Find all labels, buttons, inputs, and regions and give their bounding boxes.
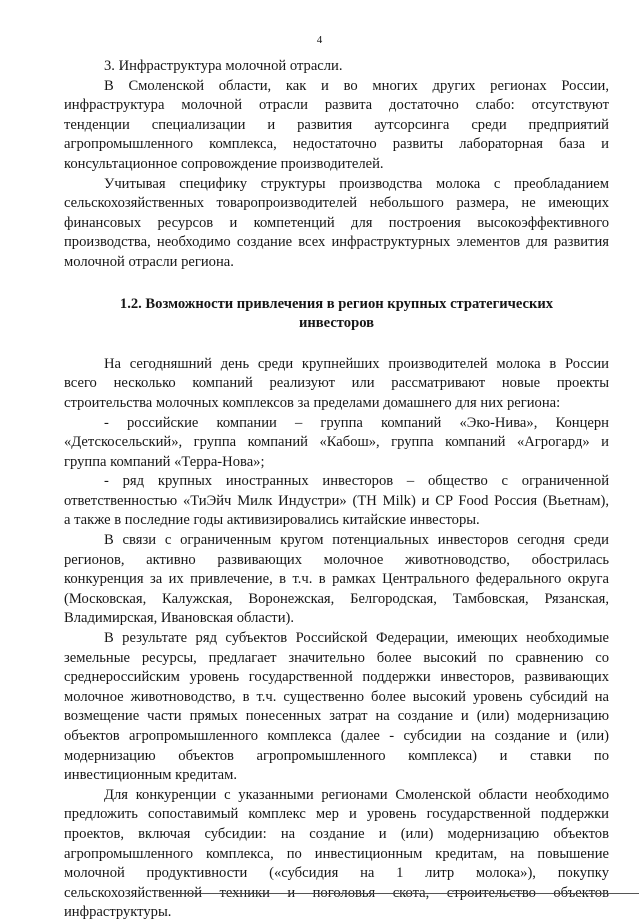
text-line: «Детскосельский», группа компаний «Кабош», группа компаний «Агрогард» и xyxy=(64,434,609,451)
text-line: производства, необходимо создание всех инфраструктурных элементов для развития xyxy=(64,234,609,251)
text-line: объектов агропромышленного комплекса (далее - субсидии на создание и (или) xyxy=(64,728,609,744)
text-line: Владимирская, Ивановская области). xyxy=(64,610,295,627)
paragraph-1 xyxy=(64,77,609,175)
text-line: молочное животноводство, в т.ч. существенно более высокий уровень субсидий на xyxy=(64,688,609,705)
text-line: - российские компании – группа компаний «Эко-Нива», Концерн xyxy=(104,414,609,431)
paragraph-6 xyxy=(64,531,609,629)
text-line: инфраструктуры. xyxy=(64,904,172,921)
paragraph-3 xyxy=(64,355,609,414)
text-line: всего несколько компаний реализуют или рассматривают новые проекты xyxy=(64,375,609,392)
text-line: В результате ряд субъектов Российской Федерации, имеющих необходимые xyxy=(104,630,609,647)
section-3-title: 3. Инфраструктура молочной отрасли. xyxy=(104,58,343,74)
text-line: молочной продуктивности («субсидия на 1 литр молока»), покупку xyxy=(64,865,609,882)
text-line: земельные ресурсы, предлагает значительно более высокий по сравнению со xyxy=(64,649,609,666)
text-line: проектов, включая субсидии: на создание и (или) модернизацию объектов xyxy=(64,825,609,842)
text-line: среднероссийским уровень государственной поддержки инвесторов, развивающих xyxy=(64,669,609,686)
text-line: инвестиционным кредитам. xyxy=(64,767,237,784)
text-line: финансовых ресурсов и компетенций для построения высокоэффективного xyxy=(64,214,609,231)
text-line: сельскохозяйственных товаропроизводителей небольшого размера, не имеющих xyxy=(64,195,609,212)
text-line: группа компаний «Терра-Нова»; xyxy=(64,453,265,470)
text-line: сельскохозяйственной техники и поголовья скота, строительство объектов xyxy=(64,884,609,901)
paragraph-2 xyxy=(64,175,609,273)
text-line: На сегодняшний день среди крупнейших производителей молока в России xyxy=(104,355,609,372)
heading-line: 1.2. Возможности привлечения в регион крупных стратегических xyxy=(119,295,554,312)
text-line: инфраструктура молочной отрасли развита достаточно слабо: отсутствуют xyxy=(64,97,609,114)
text-line: конкуренция за их привлечение, в т.ч. в рамках Центрального федерального округа xyxy=(64,571,609,588)
text-line: Для конкуренции с указанными регионами Смоленской области необходимо xyxy=(104,786,609,803)
text-line: а также в последние годы активизировались китайские инвесторы. xyxy=(64,512,480,529)
paragraph-8 xyxy=(64,786,609,923)
text-line: ответственностью «ТиЭйч Милк Индустри» (TH Milk) и CP Food Россия (Вьетнам), xyxy=(64,492,609,509)
text-line: предложить сопоставимый комплекс мер и уровень государственной поддержки xyxy=(64,806,609,823)
text-line: модернизацию объектов агропромышленного комплекса) и ставки по xyxy=(64,747,609,764)
text-line: регионов, активно развивающих молочное животноводство, обострилась xyxy=(64,551,609,568)
page-number: 4 xyxy=(316,34,323,46)
text-line: агропромышленного комплекса, недостаточно развиты лабораторная база и xyxy=(64,136,609,153)
list-item-foreign-investors xyxy=(64,472,609,531)
bottom-divider xyxy=(176,893,639,894)
text-line: молочной отрасли региона. xyxy=(64,253,234,270)
text-line: тенденции специализации и развития аутсорсинга среди предприятий xyxy=(64,116,609,133)
section-heading xyxy=(64,295,609,334)
heading-line: инвесторов xyxy=(298,315,375,332)
paragraph-7 xyxy=(64,629,609,786)
text-line: консультационное сопровождение производителей. xyxy=(64,155,384,172)
text-line: (Московская, Калужская, Воронежская, Белгородская, Тамбовская, Рязанская, xyxy=(64,590,609,607)
text-line: В Смоленской области, как и во многих других регионах России, xyxy=(104,77,609,94)
text-line: - ряд крупных иностранных инвесторов – общество с ограниченной xyxy=(104,473,609,490)
text-line: агропромышленного комплекса, по инвестиционным кредитам, на повышение xyxy=(64,845,609,862)
list-item-russian-companies xyxy=(64,414,609,473)
text-line: возмещение части прямых понесенных затрат на создание и (или) модернизацию xyxy=(64,708,609,725)
text-line: строительства молочных комплексов за пределами домашнего для них региона: xyxy=(64,394,561,411)
document-body xyxy=(64,57,609,923)
text-line: В связи с ограниченным кругом потенциальных инвесторов сегодня среди xyxy=(104,532,609,549)
text-line: Учитывая специфику структуры производства молока с преобладанием xyxy=(104,175,609,192)
